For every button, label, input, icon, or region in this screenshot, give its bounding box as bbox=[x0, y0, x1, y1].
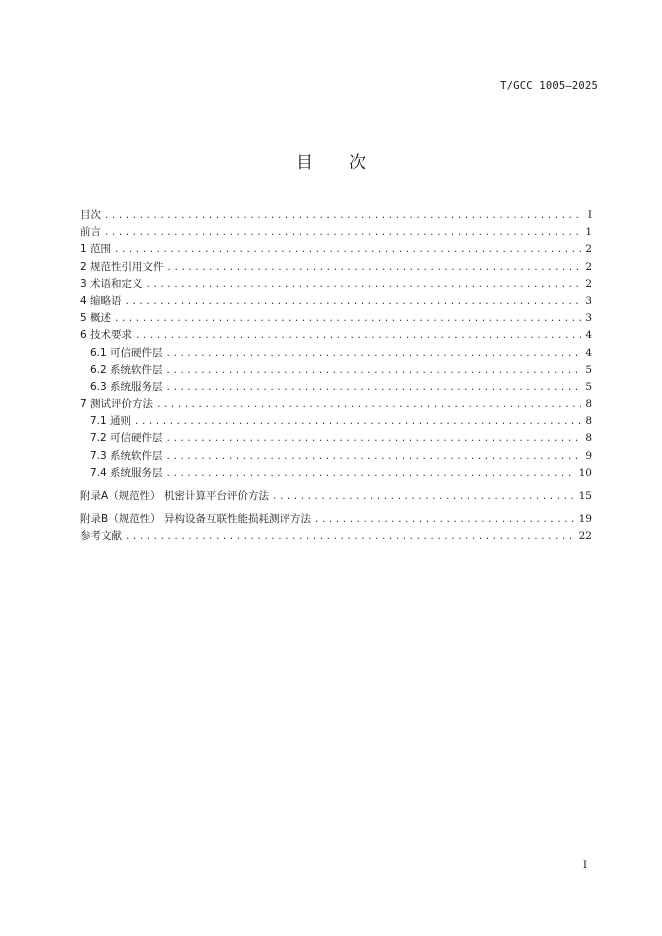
toc-entry-page: 19 bbox=[578, 513, 592, 526]
toc-leader-dots bbox=[166, 346, 581, 363]
toc-entry[interactable] bbox=[80, 430, 592, 447]
toc-entry-label: 7.3 系统软件层 bbox=[90, 449, 163, 462]
toc-leader-dots bbox=[104, 225, 581, 242]
toc-entry-page: 22 bbox=[578, 530, 592, 543]
toc-entry-page: 15 bbox=[578, 490, 592, 502]
toc-entry-label: 6.2 系统软件层 bbox=[90, 363, 163, 376]
toc-entry-page: 4 bbox=[585, 329, 592, 342]
toc-leader-dots bbox=[135, 328, 581, 345]
toc-entry-page: 1 bbox=[585, 226, 592, 239]
toc-entry-label: 3 术语和定义 bbox=[80, 277, 143, 290]
toc-entry-label: 7 测试评价方法 bbox=[80, 398, 154, 411]
toc-entry-page: 2 bbox=[585, 277, 592, 290]
toc-entry-label: 7.2 可信硬件层 bbox=[90, 432, 163, 445]
toc-entry[interactable] bbox=[80, 448, 592, 465]
toc-leader-dots bbox=[134, 414, 581, 431]
toc-entry-label: 6.1 可信硬件层 bbox=[90, 346, 163, 359]
toc-leader-dots bbox=[125, 529, 576, 546]
table-of-contents bbox=[80, 207, 592, 546]
toc-entry[interactable] bbox=[80, 327, 592, 344]
toc-entry[interactable] bbox=[80, 528, 592, 545]
toc-entry-label: 1 范围 bbox=[80, 243, 112, 256]
toc-entry-page: 8 bbox=[585, 432, 592, 445]
title-char-2: 次 bbox=[349, 153, 366, 173]
toc-entry-label: 附录A（规范性） 机密计算平台评价方法 bbox=[80, 490, 270, 502]
toc-entry-page: 9 bbox=[585, 449, 592, 462]
toc-entry[interactable] bbox=[80, 207, 592, 224]
document-code: T/GCC 1005—2025 bbox=[500, 80, 598, 92]
toc-entry[interactable] bbox=[80, 259, 592, 276]
toc-entry[interactable] bbox=[80, 488, 592, 505]
toc-entry-label: 6.3 系统服务层 bbox=[90, 380, 163, 393]
toc-leader-dots bbox=[104, 208, 581, 225]
toc-entry[interactable] bbox=[80, 413, 592, 430]
toc-leader-dots bbox=[114, 311, 581, 328]
toc-entry-page: 8 bbox=[585, 415, 592, 428]
toc-entry-page: I bbox=[587, 209, 592, 221]
toc-entry-label: 7.1 通则 bbox=[90, 415, 132, 428]
toc-leader-dots bbox=[166, 431, 581, 448]
toc-entry-page: 5 bbox=[585, 363, 592, 376]
title-char-1: 目 bbox=[296, 153, 313, 173]
toc-entry-label: 6 技术要求 bbox=[80, 329, 133, 342]
toc-leader-dots bbox=[146, 277, 581, 294]
toc-entry-label: 2 规范性引用文件 bbox=[80, 260, 164, 273]
toc-entry-page: 8 bbox=[585, 398, 592, 411]
toc-entry-page: 10 bbox=[578, 466, 592, 479]
toc-entry[interactable] bbox=[80, 310, 592, 327]
toc-entry[interactable] bbox=[80, 293, 592, 310]
toc-leader-dots bbox=[272, 489, 576, 506]
toc-entry[interactable] bbox=[80, 465, 592, 482]
toc-leader-dots bbox=[167, 260, 581, 277]
toc-leader-dots bbox=[125, 294, 581, 311]
toc-entry-label: 前言 bbox=[80, 226, 101, 239]
toc-entry-page: 2 bbox=[585, 243, 592, 256]
toc-leader-dots bbox=[166, 466, 576, 483]
toc-entry[interactable] bbox=[80, 511, 592, 528]
toc-leader-dots bbox=[114, 242, 581, 259]
page-title bbox=[0, 148, 662, 173]
toc-entry-label: 目次 bbox=[80, 209, 101, 221]
toc-entry[interactable] bbox=[80, 379, 592, 396]
toc-entry[interactable] bbox=[80, 362, 592, 379]
page-number: I bbox=[582, 859, 587, 871]
toc-entry[interactable] bbox=[80, 241, 592, 258]
toc-entry-page: 3 bbox=[585, 312, 592, 325]
toc-entry-label: 7.4 系统服务层 bbox=[90, 466, 163, 479]
toc-leader-dots bbox=[166, 380, 581, 397]
toc-entry-page: 5 bbox=[585, 380, 592, 393]
toc-leader-dots bbox=[156, 397, 581, 414]
toc-leader-dots bbox=[166, 449, 581, 466]
toc-entry-label: 4 缩略语 bbox=[80, 294, 122, 307]
toc-entry-label: 参考文献 bbox=[80, 530, 122, 543]
toc-entry-label: 5 概述 bbox=[80, 312, 112, 325]
toc-leader-dots bbox=[314, 512, 576, 529]
toc-entry[interactable] bbox=[80, 224, 592, 241]
toc-entry[interactable] bbox=[80, 345, 592, 362]
toc-entry[interactable] bbox=[80, 396, 592, 413]
toc-entry-page: 2 bbox=[585, 260, 592, 273]
toc-leader-dots bbox=[166, 363, 581, 380]
toc-entry-page: 4 bbox=[585, 346, 592, 359]
toc-entry-page: 3 bbox=[585, 294, 592, 307]
toc-entry-label: 附录B（规范性） 异构设备互联性能损耗测评方法 bbox=[80, 513, 312, 526]
toc-entry[interactable] bbox=[80, 276, 592, 293]
